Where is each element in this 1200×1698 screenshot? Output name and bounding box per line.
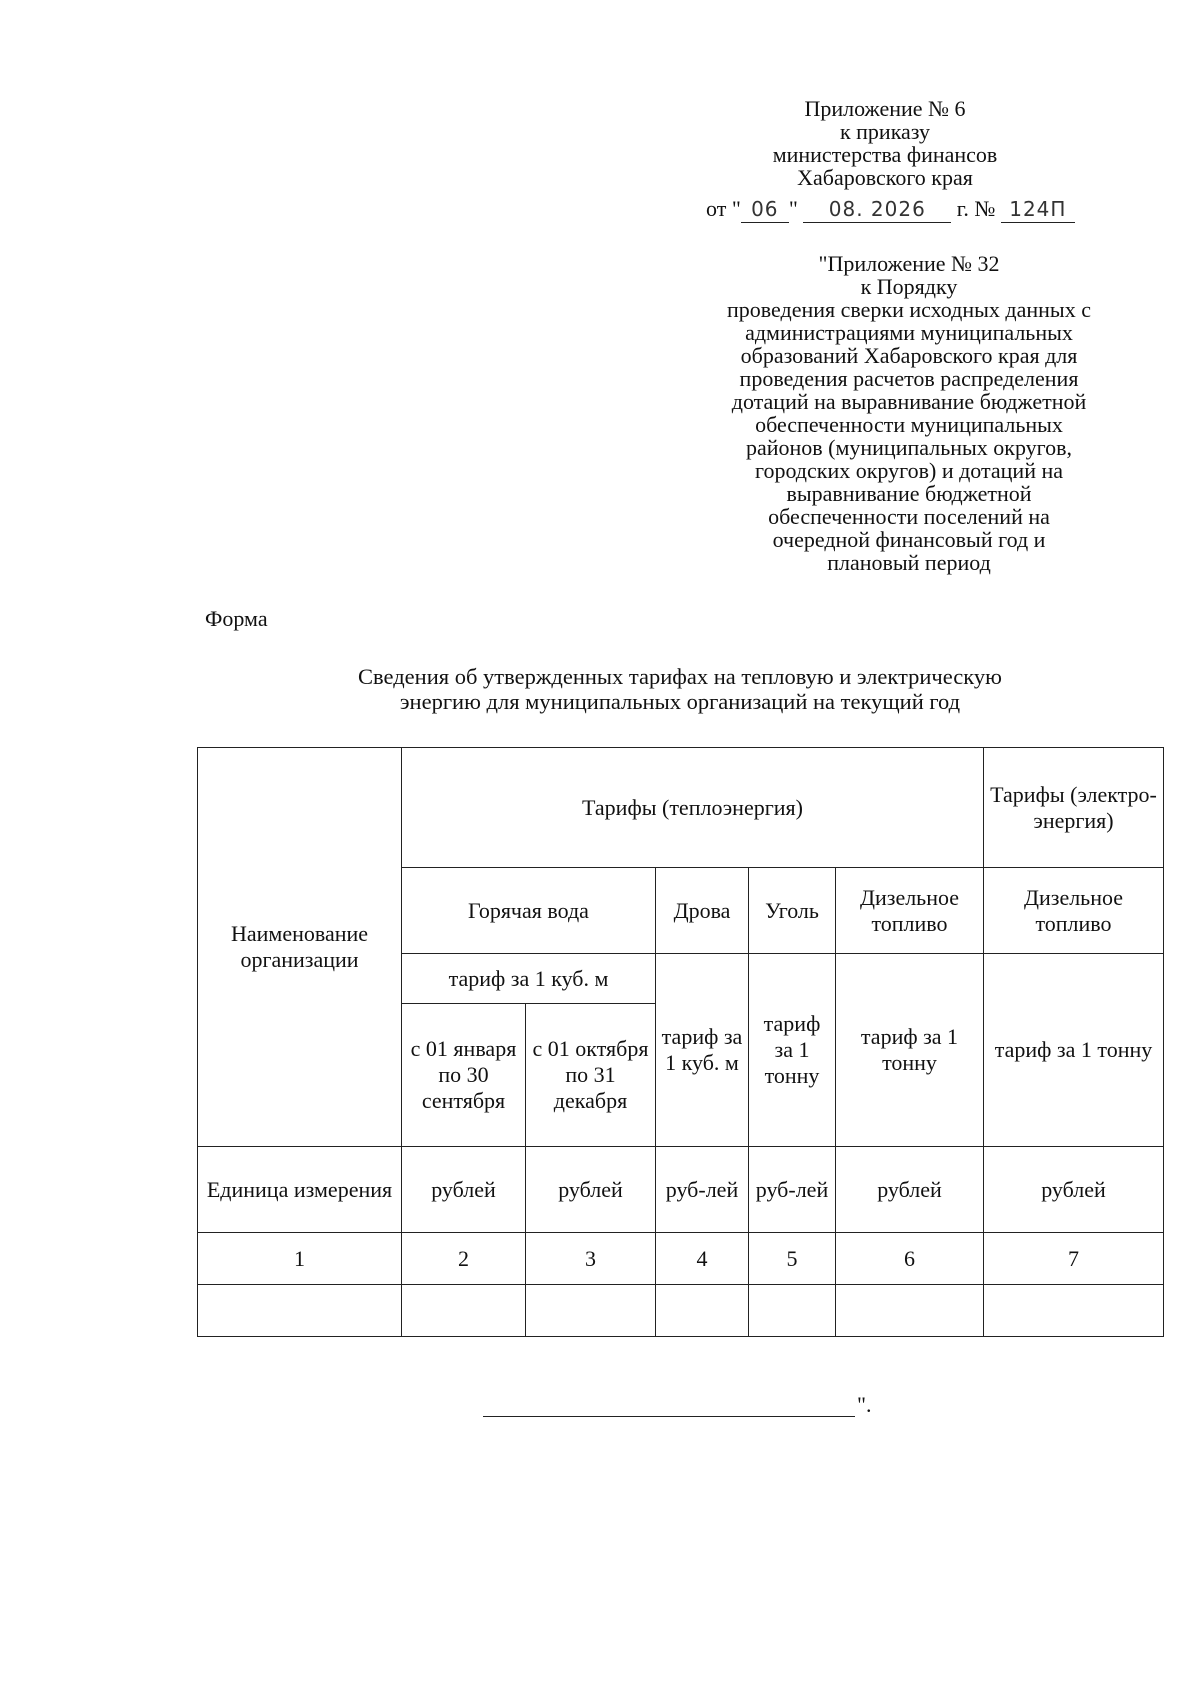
appendix-6-line: министерства финансов — [772, 142, 998, 167]
appendix-32-header — [724, 252, 1094, 574]
year-number-label: г. № — [956, 196, 996, 221]
empty-cell[interactable] — [749, 1285, 836, 1337]
appendix-6-line: Приложение № 6 — [804, 96, 966, 121]
electric-tariffs-header: Тарифы (электро-энергия) — [984, 748, 1164, 868]
order-date-line: от " 06 " 08. 2026 г. № 124П — [706, 196, 1166, 223]
empty-data-row — [198, 1285, 1164, 1337]
diesel-heat-header: Дизельное топливо — [836, 868, 984, 954]
period-1-header: с 01 января по 30 сентября — [402, 1004, 526, 1147]
empty-cell[interactable] — [402, 1285, 526, 1337]
column-number: 4 — [656, 1233, 749, 1285]
column-number: 5 — [749, 1233, 836, 1285]
unit-cell: рублей — [836, 1147, 984, 1233]
tariff-table — [197, 747, 1164, 1337]
empty-cell[interactable] — [984, 1285, 1164, 1337]
coal-header: Уголь — [749, 868, 836, 954]
closing-underline — [483, 1394, 855, 1417]
diesel-electric-header: Дизельное топливо — [984, 868, 1164, 954]
org-name-header: Наименование организации — [198, 748, 402, 1147]
unit-cell: рублей — [402, 1147, 526, 1233]
unit-cell: рублей — [984, 1147, 1164, 1233]
appendix-32-body: проведения сверки исходных данных с администрациями муниципальных образований Хабаровского края для проведения расчетов распределения дотаций на выравнивание бюджетной обеспеченности муниципальных районов (муниципальных округов, городских округов) и дотаций на выравнивание бюджетной обеспеченности поселений на очередной финансовый год и плановый период — [727, 297, 1091, 575]
empty-cell[interactable] — [656, 1285, 749, 1337]
appendix-6-line: к приказу — [839, 119, 931, 144]
appendix-6-header — [690, 97, 1080, 189]
form-label: Форма — [205, 606, 268, 631]
column-numbers-row — [198, 1233, 1164, 1285]
title-line: энергию для муниципальных организаций на текущий год — [399, 689, 961, 714]
coal-tariff-header: тариф за 1 тонну — [749, 954, 836, 1147]
table-header-row — [198, 748, 1164, 868]
period-2-header: с 01 октября по 31 декабря — [526, 1004, 656, 1147]
diesel-heat-tariff-header: тариф за 1 тонну — [836, 954, 984, 1147]
column-number: 2 — [402, 1233, 526, 1285]
date-prefix: от — [706, 196, 727, 221]
appendix-32-title: "Приложение № 32 — [818, 251, 1000, 276]
closing-quote-mark: ". — [857, 1392, 872, 1417]
hot-water-header: Горячая вода — [402, 868, 656, 954]
empty-cell[interactable] — [198, 1285, 402, 1337]
title-line: Сведения об утвержденных тарифах на тепловую и электрическую — [358, 664, 1002, 689]
diesel-electric-tariff-header: тариф за 1 тонну — [984, 954, 1164, 1147]
appendix-6-line: Хабаровского края — [797, 165, 973, 190]
unit-cell: рублей — [526, 1147, 656, 1233]
column-number: 3 — [526, 1233, 656, 1285]
column-number: 1 — [198, 1233, 402, 1285]
firewood-header: Дрова — [656, 868, 749, 954]
units-row — [198, 1147, 1164, 1233]
column-number: 6 — [836, 1233, 984, 1285]
unit-label: Единица измерения — [198, 1147, 402, 1233]
unit-cell: руб-лей — [749, 1147, 836, 1233]
document-title — [200, 664, 1160, 714]
handwritten-day: 06 — [741, 196, 789, 223]
column-number: 7 — [984, 1233, 1164, 1285]
handwritten-month-year: 08. 2026 — [803, 196, 951, 223]
unit-cell: руб-лей — [656, 1147, 749, 1233]
empty-cell[interactable] — [526, 1285, 656, 1337]
tariff-per-cubic-header: тариф за 1 куб. м — [402, 954, 656, 1004]
handwritten-order-number: 124П — [1001, 196, 1075, 223]
appendix-32-subtitle: к Порядку — [860, 274, 958, 299]
heat-tariffs-header: Тарифы (теплоэнергия) — [402, 748, 984, 868]
firewood-tariff-header: тариф за 1 куб. м — [656, 954, 749, 1147]
empty-cell[interactable] — [836, 1285, 984, 1337]
